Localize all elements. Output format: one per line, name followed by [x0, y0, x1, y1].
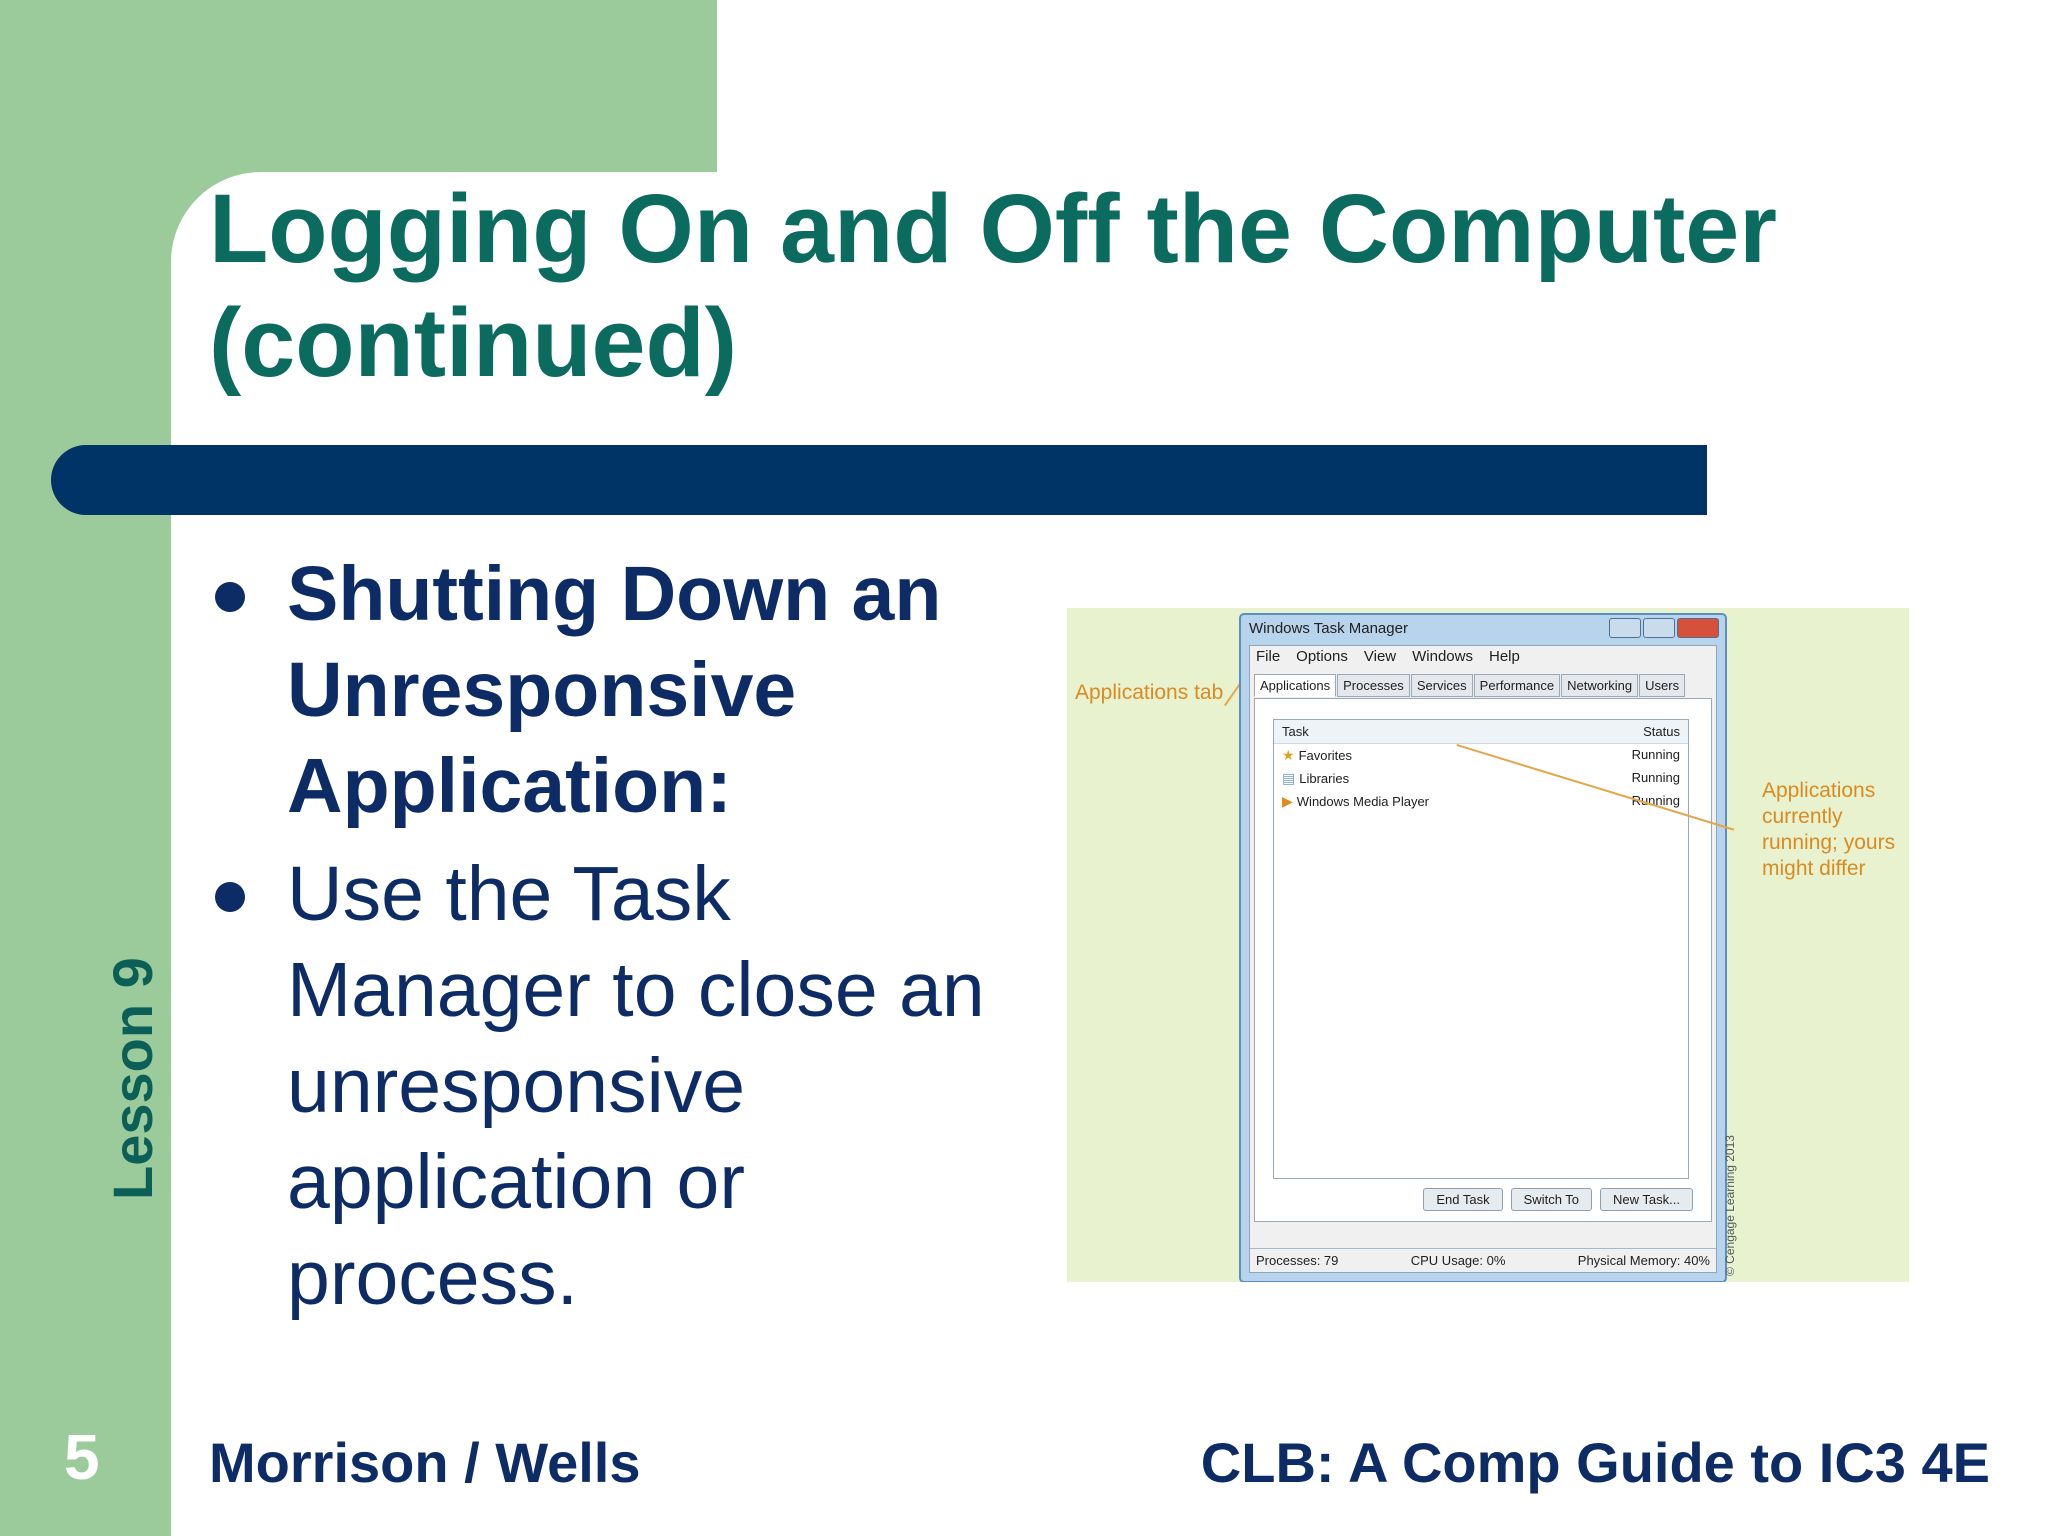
bullet-text: Shutting Down an Unresponsive Application:	[287, 551, 942, 829]
end-task-button[interactable]: End Task	[1423, 1188, 1502, 1211]
task-status: Running	[1631, 747, 1680, 762]
left-green-band	[0, 0, 171, 1536]
favorites-star-icon: ★	[1282, 747, 1295, 763]
tab-performance[interactable]: Performance	[1474, 674, 1560, 697]
task-name: Libraries	[1299, 771, 1350, 786]
task-list-header	[1274, 720, 1688, 744]
figure-copyright: © Cengage Learning 2013	[1723, 1135, 1737, 1276]
minimize-icon[interactable]	[1609, 618, 1641, 638]
tab-processes[interactable]: Processes	[1337, 674, 1410, 697]
task-row[interactable]	[1274, 767, 1688, 790]
footer-authors: Morrison / Wells	[209, 1431, 641, 1494]
bullet-item	[209, 546, 1039, 834]
task-cell	[1282, 770, 1349, 787]
tab-users[interactable]: Users	[1639, 674, 1685, 697]
task-buttons	[1423, 1188, 1693, 1211]
window-body	[1249, 645, 1717, 1273]
menu-bar	[1256, 648, 1520, 665]
tab-networking[interactable]: Networking	[1561, 674, 1638, 697]
bullet-list	[209, 546, 1039, 1326]
window-title: Windows Task Manager	[1249, 620, 1408, 637]
task-name: Favorites	[1298, 748, 1353, 763]
applications-panel	[1254, 698, 1712, 1222]
window-controls	[1609, 618, 1719, 638]
task-manager-window	[1239, 613, 1727, 1282]
media-player-icon: ▶	[1282, 793, 1293, 809]
switch-to-button[interactable]: Switch To	[1511, 1188, 1592, 1211]
status-cpu: CPU Usage: 0%	[1410, 1253, 1506, 1268]
task-manager-figure	[1067, 608, 1909, 1282]
page-number: 5	[64, 1421, 100, 1493]
column-status[interactable]: Status	[1643, 724, 1680, 739]
menu-file[interactable]: File	[1256, 648, 1281, 665]
task-name: Windows Media Player	[1296, 794, 1429, 809]
maximize-icon[interactable]	[1643, 618, 1675, 638]
task-cell	[1282, 747, 1352, 764]
close-icon[interactable]	[1677, 618, 1719, 638]
libraries-folder-icon: ▤	[1282, 770, 1296, 786]
task-row[interactable]	[1274, 744, 1688, 767]
top-green-band	[171, 0, 717, 172]
new-task-button[interactable]: New Task...	[1600, 1188, 1693, 1211]
menu-options[interactable]: Options	[1296, 648, 1348, 665]
bullet-dot-icon	[215, 882, 245, 912]
task-cell	[1282, 793, 1429, 810]
task-status: Running	[1631, 793, 1680, 808]
callout-applications-tab: Applications tab	[1075, 681, 1224, 704]
task-list	[1273, 719, 1689, 1179]
menu-help[interactable]: Help	[1488, 648, 1520, 665]
tab-strip	[1254, 674, 1685, 697]
task-status: Running	[1631, 770, 1680, 785]
column-task[interactable]: Task	[1282, 724, 1309, 739]
tab-applications[interactable]: Applications	[1254, 674, 1336, 697]
callout-applications-running: Applications currently running; yours might differ	[1762, 779, 1896, 880]
title-line-2: (continued)	[209, 288, 738, 397]
task-row[interactable]	[1274, 790, 1688, 813]
status-memory: Physical Memory: 40%	[1577, 1253, 1710, 1268]
bullet-item	[209, 846, 1039, 1326]
tab-services[interactable]: Services	[1411, 674, 1473, 697]
title-divider-bar	[51, 445, 1707, 515]
lesson-label: Lesson 9	[101, 957, 164, 1200]
slide-title	[209, 172, 2009, 400]
footer-course-title: CLB: A Comp Guide to IC3 4E	[1200, 1431, 1990, 1494]
bullet-dot-icon	[215, 582, 245, 612]
menu-windows[interactable]: Windows	[1412, 648, 1473, 665]
status-processes: Processes: 79	[1256, 1253, 1339, 1268]
menu-view[interactable]: View	[1363, 648, 1397, 665]
status-bar	[1250, 1248, 1716, 1272]
title-line-1: Logging On and Off the Computer	[209, 174, 1777, 283]
bullet-text: Use the Task Manager to close an unresponsive application or process.	[287, 851, 985, 1321]
